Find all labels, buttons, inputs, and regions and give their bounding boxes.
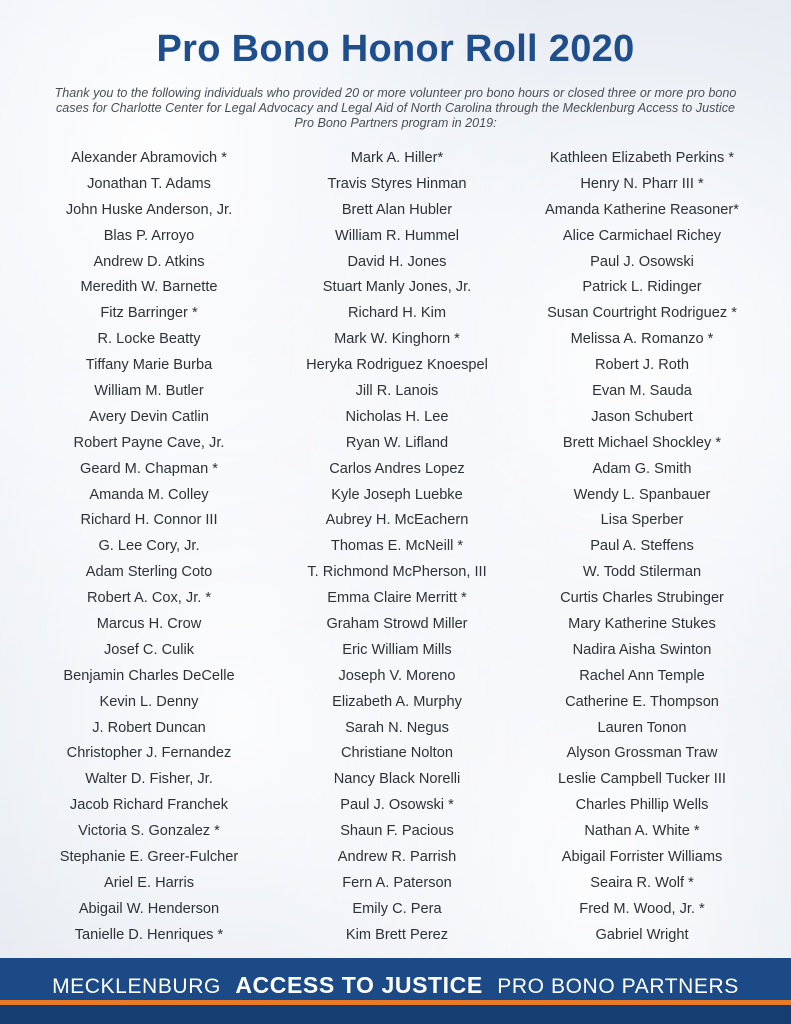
honoree-name: Blas P. Arroyo: [103, 227, 195, 244]
honoree-name: Fitz Barringer *: [100, 305, 198, 322]
honoree-name: William R. Hummel: [334, 227, 460, 244]
honoree-name: Adam Sterling Coto: [85, 564, 213, 581]
honoree-name: Evan M. Sauda: [592, 383, 692, 400]
footer-middle-text: ACCESS TO JUSTICE: [235, 972, 483, 998]
honoree-name: Rachel Ann Temple: [579, 667, 705, 684]
honoree-name: Robert Payne Cave, Jr.: [73, 434, 225, 451]
honoree-name: Robert A. Cox, Jr. *: [86, 590, 212, 607]
honoree-name: Emily C. Pera: [352, 900, 442, 917]
names-column-2: [272, 146, 522, 949]
honoree-name: John Huske Anderson, Jr.: [65, 201, 233, 218]
honoree-name: Jacob Richard Franchek: [69, 797, 229, 814]
honoree-name: Emma Claire Merritt *: [327, 590, 467, 607]
honoree-name: Mark W. Kinghorn *: [334, 331, 460, 348]
honoree-name: Christopher J. Fernandez: [66, 745, 232, 762]
names-column-1: [24, 146, 274, 949]
names-columns: [0, 146, 791, 946]
honoree-name: Alice Carmichael Richey: [562, 227, 722, 244]
honoree-name: Travis Styres Hinman: [327, 175, 467, 192]
honoree-name: Eric William Mills: [342, 641, 452, 658]
honoree-name: Gabriel Wright: [595, 926, 689, 943]
honoree-name: Andrew R. Parrish: [337, 849, 457, 866]
honoree-name: Susan Courtright Rodriguez *: [547, 305, 737, 322]
honoree-name: William M. Butler: [94, 383, 204, 400]
honoree-name: Elizabeth A. Murphy: [332, 693, 462, 710]
honoree-name: Josef C. Culik: [103, 641, 195, 658]
honoree-name: Kim Brett Perez: [345, 926, 449, 943]
honoree-name: Heryka Rodriguez Knoespel: [306, 357, 488, 374]
footer-bottom-band: [0, 1005, 791, 1024]
honoree-name: Tiffany Marie Burba: [85, 357, 213, 374]
honoree-name: Jason Schubert: [591, 408, 693, 425]
honoree-name: Ariel E. Harris: [103, 874, 194, 891]
honoree-name: Tanielle D. Henriques *: [74, 926, 224, 943]
honoree-name: Catherine E. Thompson: [565, 693, 719, 710]
honoree-name: Nicholas H. Lee: [345, 408, 449, 425]
honoree-name: Mary Katherine Stukes: [568, 616, 716, 633]
honoree-name: Sarah N. Negus: [345, 719, 449, 736]
honoree-name: Geard M. Chapman *: [80, 460, 218, 477]
honoree-name: Amanda M. Colley: [89, 486, 209, 503]
honoree-name: Paul J. Osowski: [590, 253, 694, 270]
honoree-name: Alexander Abramovich *: [71, 150, 227, 166]
honoree-name: Abigail Forrister Williams: [561, 849, 723, 866]
honoree-name: David H. Jones: [347, 253, 447, 270]
honoree-name: Meredith W. Barnette: [80, 279, 218, 296]
honoree-name: Fern A. Paterson: [342, 874, 452, 891]
honoree-name: Nadira Aisha Swinton: [572, 641, 712, 658]
honoree-name: Richard H. Connor III: [80, 512, 218, 529]
footer-right-text: PRO BONO PARTNERS: [497, 975, 739, 998]
honoree-name: Graham Strowd Miller: [326, 616, 468, 633]
honoree-name: Melissa A. Romanzo *: [570, 331, 714, 348]
honoree-name: Kevin L. Denny: [99, 693, 199, 710]
honoree-name: Thomas E. McNeill *: [330, 538, 464, 555]
honoree-name: Carlos Andres Lopez: [329, 460, 465, 477]
honoree-name: Paul J. Osowski *: [340, 797, 454, 814]
honoree-name: Jill R. Lanois: [355, 383, 439, 400]
honoree-name: Walter D. Fisher, Jr.: [85, 771, 213, 788]
page-title: Pro Bono Honor Roll 2020: [156, 28, 635, 70]
honoree-name: Henry N. Pharr III *: [580, 175, 704, 192]
honoree-name: T. Richmond McPherson, III: [307, 564, 487, 581]
honoree-name: Stephanie E. Greer-Fulcher: [59, 849, 239, 866]
honoree-name: Shaun F. Pacious: [340, 823, 454, 840]
honoree-name: Wendy L. Spanbauer: [573, 486, 711, 503]
honoree-name: Jonathan T. Adams: [87, 175, 211, 192]
honoree-name: Benjamin Charles DeCelle: [63, 667, 235, 684]
honoree-name: Avery Devin Catlin: [89, 408, 209, 425]
honoree-name: Lisa Sperber: [600, 512, 684, 529]
honoree-name: Joseph V. Moreno: [338, 667, 456, 684]
honoree-name: Curtis Charles Strubinger: [560, 590, 724, 607]
honoree-name: Nathan A. White *: [584, 823, 700, 840]
honoree-name: Mark A. Hiller*: [350, 150, 444, 166]
honoree-name: Patrick L. Ridinger: [582, 279, 702, 296]
honoree-name: Lauren Tonon: [597, 719, 687, 736]
honoree-name: Stuart Manly Jones, Jr.: [322, 279, 472, 296]
honoree-name: Victoria S. Gonzalez *: [78, 823, 220, 840]
honoree-name: Kyle Joseph Luebke: [331, 486, 463, 503]
honoree-name: Brett Michael Shockley *: [562, 434, 722, 451]
honoree-name: W. Todd Stilerman: [582, 564, 702, 581]
honoree-name: Richard H. Kim: [347, 305, 447, 322]
honoree-name: Alyson Grossman Traw: [566, 745, 718, 762]
honoree-name: Amanda Katherine Reasoner*: [545, 201, 739, 218]
honoree-name: Leslie Campbell Tucker III: [558, 771, 726, 788]
honoree-name: Brett Alan Hubler: [341, 201, 453, 218]
honoree-name: Charles Phillip Wells: [575, 797, 709, 814]
honoree-name: Andrew D. Atkins: [93, 253, 205, 270]
honoree-name: Seaira R. Wolf *: [590, 874, 694, 891]
honoree-name: Ryan W. Lifland: [345, 434, 449, 451]
footer-left-text: MECKLENBURG: [52, 975, 221, 998]
honoree-name: Kathleen Elizabeth Perkins *: [549, 150, 735, 166]
intro-text: Thank you to the following individuals who provided 20 or more volunteer pro bono hours or closed three or more pro bono cases for Charlotte Center for Legal Advocacy and Legal Aid of North Carolina through the Mecklenburg Access to Justice Pro Bono Partners program in 2019:: [54, 86, 737, 130]
names-column-3: [517, 146, 767, 949]
honoree-name: Marcus H. Crow: [96, 616, 202, 633]
honoree-name: Christiane Nolton: [341, 745, 453, 762]
honoree-name: Robert J. Roth: [594, 357, 690, 374]
honoree-name: Abigail W. Henderson: [78, 900, 220, 917]
honoree-name: R. Locke Beatty: [97, 331, 201, 348]
honoree-name: J. Robert Duncan: [92, 719, 206, 736]
honoree-name: Paul A. Steffens: [590, 538, 694, 555]
honoree-name: Nancy Black Norelli: [333, 771, 461, 788]
footer-text: [0, 972, 791, 999]
honoree-name: G. Lee Cory, Jr.: [98, 538, 200, 555]
honoree-name: Aubrey H. McEachern: [325, 512, 469, 529]
honoree-name: Adam G. Smith: [592, 460, 692, 477]
honoree-name: Fred M. Wood, Jr. *: [579, 900, 705, 917]
